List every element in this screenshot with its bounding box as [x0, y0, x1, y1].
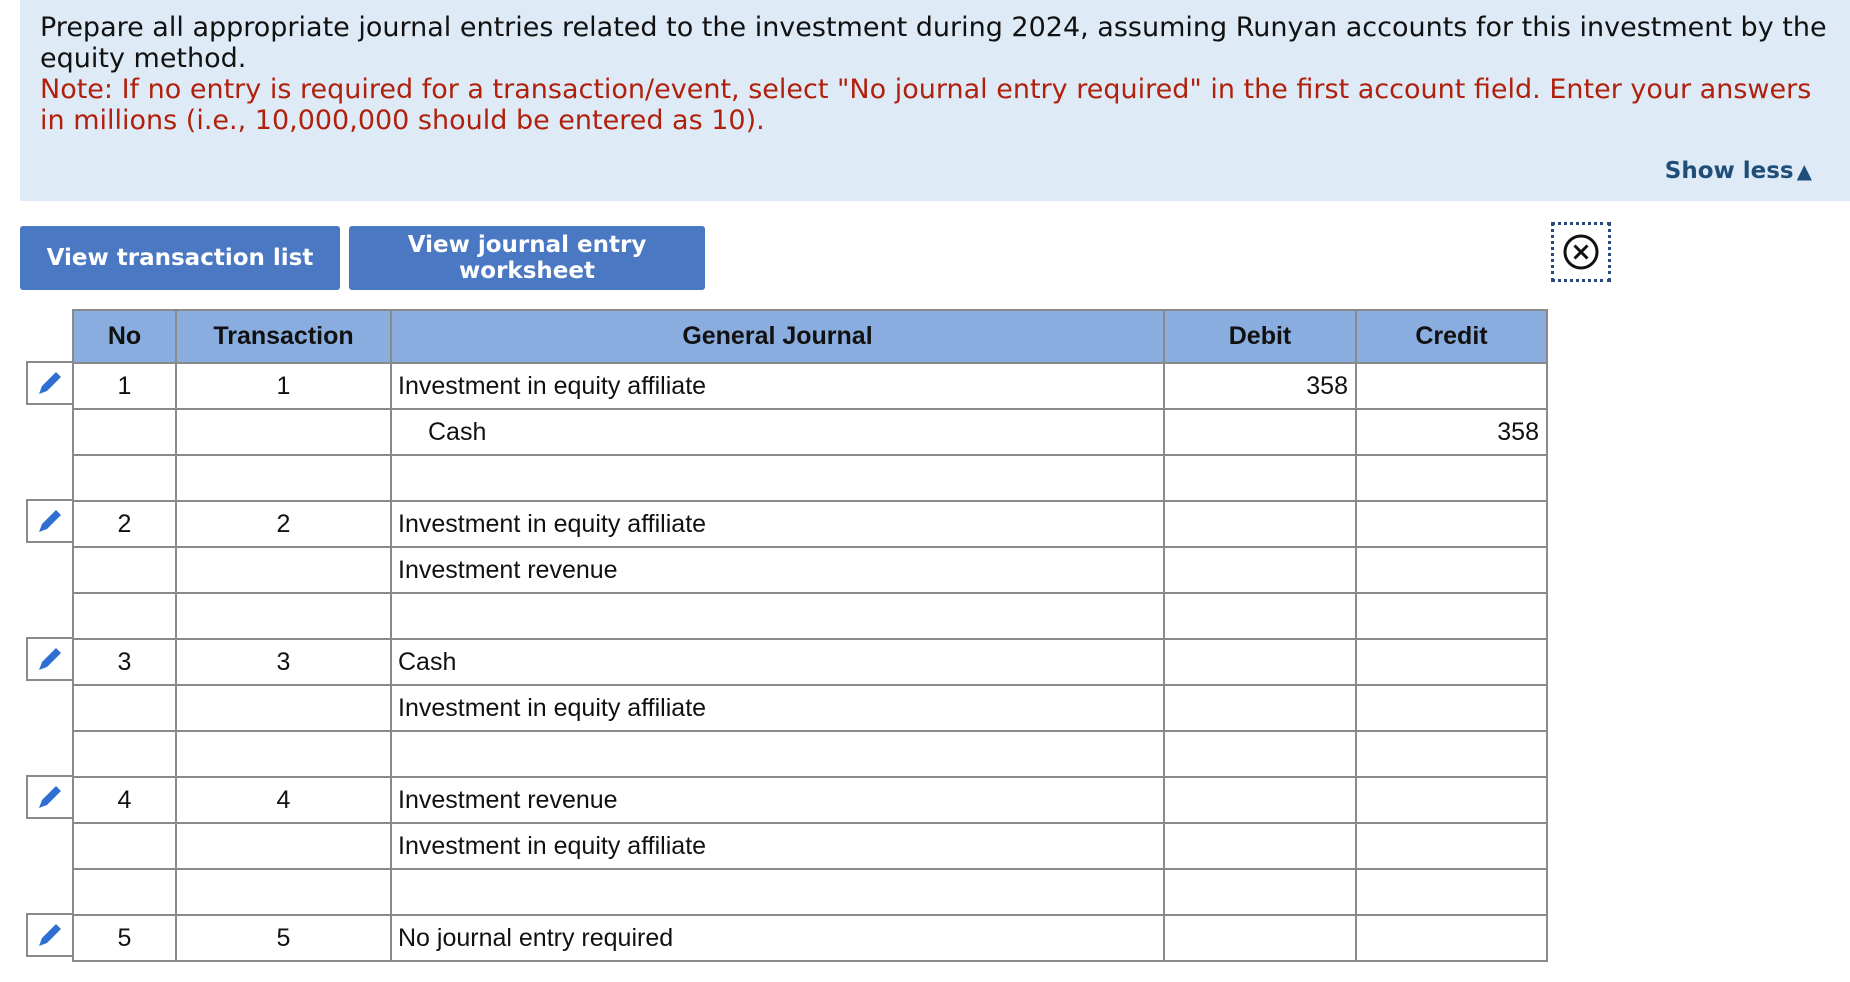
credit-cell — [1356, 685, 1547, 731]
debit-cell: 358 — [1164, 363, 1356, 409]
debit-cell — [1164, 777, 1356, 823]
credit-cell — [1356, 363, 1547, 409]
credit-cell — [1356, 869, 1547, 915]
entry-no — [73, 731, 176, 777]
credit-cell: 358 — [1356, 409, 1547, 455]
pencil-icon — [35, 920, 65, 950]
table-row — [73, 731, 1547, 777]
entry-no — [73, 547, 176, 593]
pencil-icon — [35, 782, 65, 812]
close-button[interactable] — [1551, 222, 1611, 282]
edit-entry-button[interactable] — [26, 499, 72, 543]
account-cell: No journal entry required — [391, 915, 1164, 961]
table-row — [73, 409, 1547, 455]
transaction-no — [176, 547, 391, 593]
debit-cell — [1164, 409, 1356, 455]
triangle-up-icon: ▲ — [1796, 159, 1812, 183]
view-journal-entry-worksheet-button[interactable]: View journal entry worksheet — [349, 226, 705, 290]
debit-cell — [1164, 869, 1356, 915]
instructions-note: Note: If no entry is required for a transaction/event, select "No journal entry required" in the first account field. Enter your answers in millions (i.e., 10,000,000 should be entered as 10). — [40, 74, 1812, 136]
debit-cell — [1164, 639, 1356, 685]
credit-cell — [1356, 455, 1547, 501]
entry-no — [73, 685, 176, 731]
entry-no — [73, 593, 176, 639]
table-row — [73, 685, 1547, 731]
entry-no: 1 — [73, 363, 176, 409]
transaction-no: 5 — [176, 915, 391, 961]
transaction-no — [176, 731, 391, 777]
table-row — [73, 823, 1547, 869]
table-row — [73, 869, 1547, 915]
account-cell — [391, 593, 1164, 639]
debit-cell — [1164, 455, 1356, 501]
transaction-no — [176, 593, 391, 639]
instructions-panel — [20, 0, 1850, 201]
entry-no: 3 — [73, 639, 176, 685]
transaction-no: 1 — [176, 363, 391, 409]
transaction-no: 2 — [176, 501, 391, 547]
pencil-icon — [35, 368, 65, 398]
instructions-text: Prepare all appropriate journal entries related to the investment during 2024, assuming Runyan accounts for this investment by the equity method. — [40, 12, 1827, 74]
show-less-label: Show less — [1664, 158, 1794, 184]
edit-entry-button[interactable] — [26, 913, 72, 957]
account-cell: Investment in equity affiliate — [391, 685, 1164, 731]
credit-cell — [1356, 731, 1547, 777]
table-row — [73, 915, 1547, 961]
general-journal-table — [72, 309, 1548, 962]
transaction-no — [176, 409, 391, 455]
credit-cell — [1356, 547, 1547, 593]
table-row — [73, 363, 1547, 409]
debit-cell — [1164, 501, 1356, 547]
transaction-no — [176, 869, 391, 915]
view-transaction-list-button[interactable]: View transaction list — [20, 226, 340, 290]
debit-cell — [1164, 731, 1356, 777]
edit-entry-button[interactable] — [26, 361, 72, 405]
account-cell — [391, 869, 1164, 915]
account-cell: Investment revenue — [391, 777, 1164, 823]
debit-cell — [1164, 593, 1356, 639]
table-row — [73, 593, 1547, 639]
table-row — [73, 501, 1547, 547]
entry-no — [73, 869, 176, 915]
credit-cell — [1356, 777, 1547, 823]
transaction-no — [176, 685, 391, 731]
account-cell: Investment in equity affiliate — [391, 363, 1164, 409]
pencil-icon — [35, 644, 65, 674]
debit-cell — [1164, 915, 1356, 961]
table-row — [73, 777, 1547, 823]
table-row — [73, 547, 1547, 593]
account-cell: Cash — [391, 639, 1164, 685]
entry-no: 5 — [73, 915, 176, 961]
transaction-no: 3 — [176, 639, 391, 685]
transaction-no — [176, 823, 391, 869]
entry-no: 4 — [73, 777, 176, 823]
column-header-general-journal: General Journal — [391, 310, 1164, 363]
debit-cell — [1164, 547, 1356, 593]
credit-cell — [1356, 823, 1547, 869]
show-less-link[interactable] — [1665, 156, 1812, 187]
account-cell: Investment in equity affiliate — [391, 501, 1164, 547]
circle-x-icon — [1561, 232, 1601, 272]
debit-cell — [1164, 823, 1356, 869]
entry-no — [73, 455, 176, 501]
transaction-no — [176, 455, 391, 501]
credit-cell — [1356, 501, 1547, 547]
entry-no: 2 — [73, 501, 176, 547]
debit-cell — [1164, 685, 1356, 731]
account-cell: Investment revenue — [391, 547, 1164, 593]
column-header-transaction: Transaction — [176, 310, 391, 363]
pencil-icon — [35, 506, 65, 536]
account-cell: Investment in equity affiliate — [391, 823, 1164, 869]
entry-no — [73, 409, 176, 455]
credit-cell — [1356, 639, 1547, 685]
edit-entry-button[interactable] — [26, 637, 72, 681]
account-cell — [391, 455, 1164, 501]
table-row — [73, 639, 1547, 685]
entry-no — [73, 823, 176, 869]
table-header-row — [73, 310, 1547, 363]
edit-entry-button[interactable] — [26, 775, 72, 819]
credit-cell — [1356, 915, 1547, 961]
account-cell — [391, 731, 1164, 777]
transaction-no: 4 — [176, 777, 391, 823]
column-header-credit: Credit — [1356, 310, 1547, 363]
account-cell: Cash — [391, 409, 1164, 455]
column-header-no: No — [73, 310, 176, 363]
column-header-debit: Debit — [1164, 310, 1356, 363]
table-row — [73, 455, 1547, 501]
credit-cell — [1356, 593, 1547, 639]
